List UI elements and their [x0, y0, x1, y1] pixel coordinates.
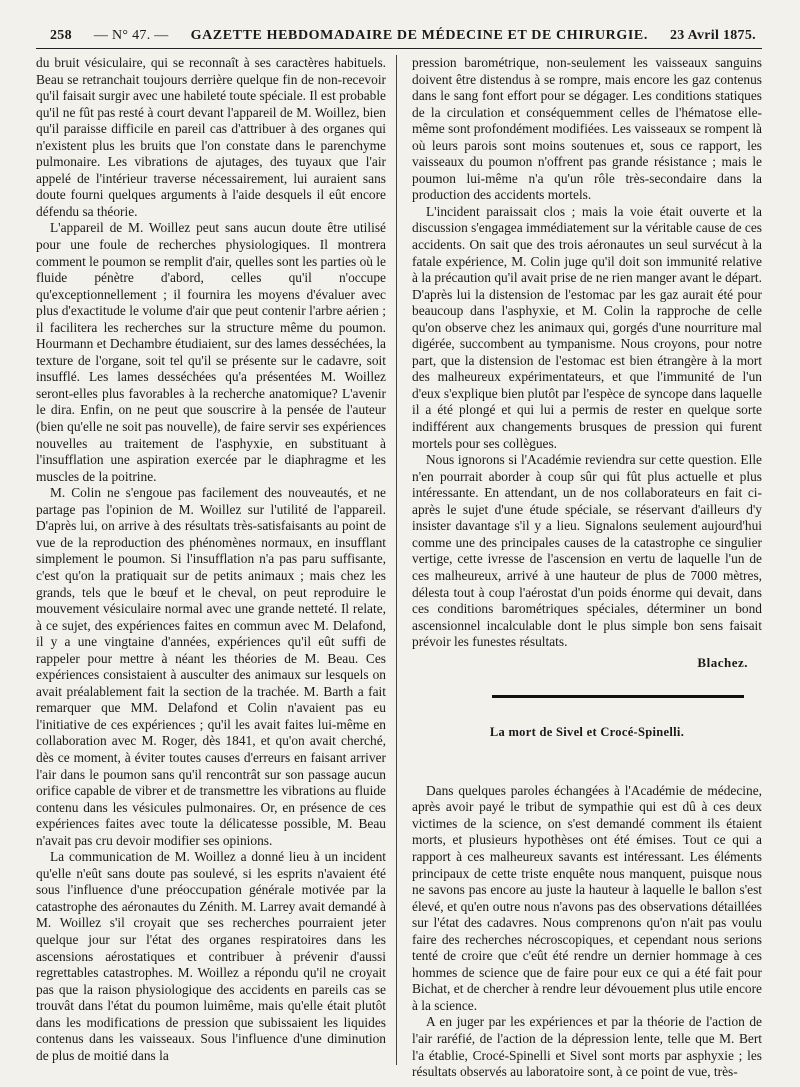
- author-signature: Blachez.: [697, 654, 748, 670]
- issue-date: 23 Avril 1875.: [669, 28, 756, 43]
- paragraph: Nous ignorons si l'Académie reviendra sur cette question. Elle n'en pourrait aborder à coup sûr qui fût plus actuelle et plus intéressante. En attendant, un de nos collaborateurs en fait ci-après le sujet d'une étude spéciale, se réservant d'ailleurs d'y insister davantage s'il y a lieu. Signalons seulement aujourd'hui comme une des principales causes de la catastrophe ce singulier vertige, cette ivresse de l'ascension en vertu de laquelle l'un de ces malheureux, arrivé à une hauteur de plus de 7000 mètres, délesta tout à coup l'aérostat d'un poids énorme qui devait, dans ces conditions barométriques spéciales, déterminer un bond ascensionnel incalculable dont le plus simple bon sens faisait prévoir les funestes résultats.: [412, 452, 762, 650]
- column-divider: [396, 55, 397, 1065]
- paragraph: L'appareil de M. Woillez peut sans aucun doute être utilisé pour une foule de recherches physiologiques. Il montrera comment le poumon se remplit d'air, quelles sont les parties où le fluide pénètre d'abord, celles qu'il n'occupe qu'exceptionnellement ; il fournira les moyens d'évaluer avec plus d'exactitude le volume d'air que peut contenir l'arbre aérien ; il facilitera les recherches sur la structure même du poumon. Hourmann et Dechambre étudiaient, sur des lames desséchées, la texture de l'organe, soit tel qu'il se présente sur le cadavre, soit insufflé. Les lames desséchées qu'a présentées M. Woillez seront-elles plus favorables à la recherche anatomique? L'avenir le dira. Enfin, on ne peut que souscrire à la pensée de l'auteur (bien qu'elle ne soit pas nouvelle), de faire servir ses expériences nouvelles au traitement de l'asphyxie, en substituant à l'insufflation une aspiration exercée par le diaphragme et les muscles de la poitrine.: [36, 220, 386, 484]
- paragraph: Dans quelques paroles échangées à l'Académie de médecine, après avoir payé le tribut de sympathie qui est dû à ces deux victimes de la science, on s'est demandé comment ils étaient morts, et plusieurs hypothèses ont été émises. Tout ce qui a rapport à ces malheureux savants est intéressant. Les éléments principaux de cette triste enquête nous manquent, puisque nous ne savons pas encore au juste la hauteur à laquelle le ballon s'est élevé, et qu'en outre nous n'avons pas des observations détaillées sur l'état des cadavres. Nous comprenons qu'on n'ait pas voulu faire des recherches nécroscopiques, et cependant nous serions tenté de croire que c'eût été rendre un dernier hommage à ces hommes de science que de faire pour eux ce qui a été fait pour Bichat, et de chercher à rendre leur dévouement plus utile encore à la science.: [412, 782, 762, 1013]
- section-rule: [492, 695, 744, 698]
- paragraph: La communication de M. Woillez a donné lieu à un incident qu'elle n'eût sans doute pas soulevé, si les esprits n'avaient été sous l'influence d'une préoccupation générale motivée par la catastrophe des aéronautes du Zénith. M. Larrey avait demandé à M. Woillez s'il croyait que ses recherches pourraient jeter quelque jour sur l'état des organes respiratoires dans les ascensions aérostatiques et contribuer à prévenir d'aussi regrettables catastrophes. M. Woillez a répondu qu'il ne croyait pas que la raison physiologique des accidents en pareils cas se trouvât dans l'état du poumon luimême, mais qu'elle était plutôt dans les modifications de pression que subissaient les liquides contenus dans les vaisseaux. Sous l'influence d'une diminution de plus de moitié dans la: [36, 849, 386, 1063]
- article-columns: [36, 55, 762, 1081]
- left-column: [36, 55, 386, 1081]
- paragraph: L'incident paraissait clos ; mais la voie était ouverte et la discussion s'engagea immédiatement sur la véritable cause de ces accidents. On sait que des trois aéronautes un seul survécut à la fatale expérience, M. Colin juge qu'il doit son immunité relative à la précaution qu'il avait prise de ne rien manger avant le départ. D'après lui la distension de l'estomac par les gaz aurait été pour beaucoup dans l'asphyxie, et M. Colin la rapproche de celle qu'on observe chez les animaux qui, gorgés d'une nourriture mal digérée, succombent au tympanisme. Nous croyons, pour notre part, que la distension de l'estomac est bien étrangère à la mort des malheureux expérimentateurs, et que l'immunité de l'un d'eux s'explique bien plutôt par l'espèce de syncope dans laquelle il a été plongé et qui lui a permis de rester en quelque sorte indifférent aux changements brusques de pression qui furent mortels pour ses collègues.: [412, 203, 762, 451]
- page-number: 258: [50, 28, 72, 43]
- issue-number: — N° 47. —: [93, 28, 169, 43]
- paragraph: M. Colin ne s'engoue pas facilement des nouveautés, et ne partage pas l'opinion de M. Woillez sur l'utilité de l'appareil. D'après lui, on arrive à des résultats très-satisfaisants au point de vue de la reproduction des phénomènes normaux, en insufflant simplement le poumon. Si l'insufflation n'a pas paru suffisante, c'est qu'on la pratiquait sur de petits animaux ; mais chez les grands, tels que le bœuf et le cheval, on peut reproduire le mouvement vésiculaire normal avec une grande netteté. Il relate, à ce sujet, des expériences faites en commun avec M. Delafond, il y a une vingtaine d'années, expériences qu'il eût suffi de rappeler pour mettre à néant les théories de M. Beau. Ces expériences consistaient à ausculter des animaux sur lesquels on avait préalablement fait la section de la trachée. M. Barth a fait remarquer que MM. Delafond et Colin n'avaient pas eu l'initiative de ces expériences ; qu'il les avait faites lui-même en collaboration avec M. Roger, dès 1841, et qu'on avait cherché, dès ce moment, à éviter toutes causes d'erreurs en faisant arriver l'air dans le poumon sans qu'il rencontrât sur son passage aucun orifice capable de vibrer et de transmettre les vibrations au fluide contenu dans les vésicules pulmonaires. Or, en présence de ces expériences faites avec toute la délicatesse possible, M. Beau n'avait pas cru devoir modifier ses opinions.: [36, 485, 386, 848]
- publication-title: GAZETTE HEBDOMADAIRE DE MÉDECINE ET DE CHIRURGIE.: [190, 28, 648, 43]
- paragraph: pression barométrique, non-seulement les vaisseaux sanguins doivent être distendus à se rompre, mais encore les gaz contenus dans le sang font effort pour se dégager. Les conditions statiques de la circulation et conséquemment celles de l'hématose elle-même sont profondément modifiées. Les vaisseaux se rompent là où leurs parois sont moins soutenues et, sous ce rapport, les vaisseaux du poumon n'offrent pas grande résistance ; mais le poumon lui-même n'a qu'un rôle très-secondaire dans la production des accidents mortels.: [412, 55, 762, 203]
- right-column: [412, 55, 762, 1081]
- paragraph: du bruit vésiculaire, qui se reconnaît à ses caractères habituels. Beau se retranchait toujours derrière quelque fin de non-recevoir qu'il faisait surgir avec une habileté toute spéciale. Il est probable qu'il ne fût pas resté à court devant l'appareil de M. Woillez, bien qu'il paraisse difficile en pareil cas d'attribuer à des organes qui n'existent plus les bruits que l'on constate dans le parenchyme pulmonaire. Les vibrations de ajutages, des tuyaux que l'air appelé de l'intérieur traverse nécessairement, lui auraient sans doute fourni quelques arguments à l'aide desquels il eût encore défendu sa théorie.: [36, 55, 386, 219]
- running-head: [36, 28, 762, 49]
- paragraph: A en juger par les expériences et par la théorie de l'action de l'air raréfié, de l'action de la dépression lente, telle que M. Bert l'a établie, Crocé-Spinelli et Sivel sont morts par asphyxie ; les résultats observés au laboratoire sont, à ce point de vue, très-: [412, 1014, 762, 1080]
- section-title: La mort de Sivel et Crocé-Spinelli.: [489, 725, 685, 740]
